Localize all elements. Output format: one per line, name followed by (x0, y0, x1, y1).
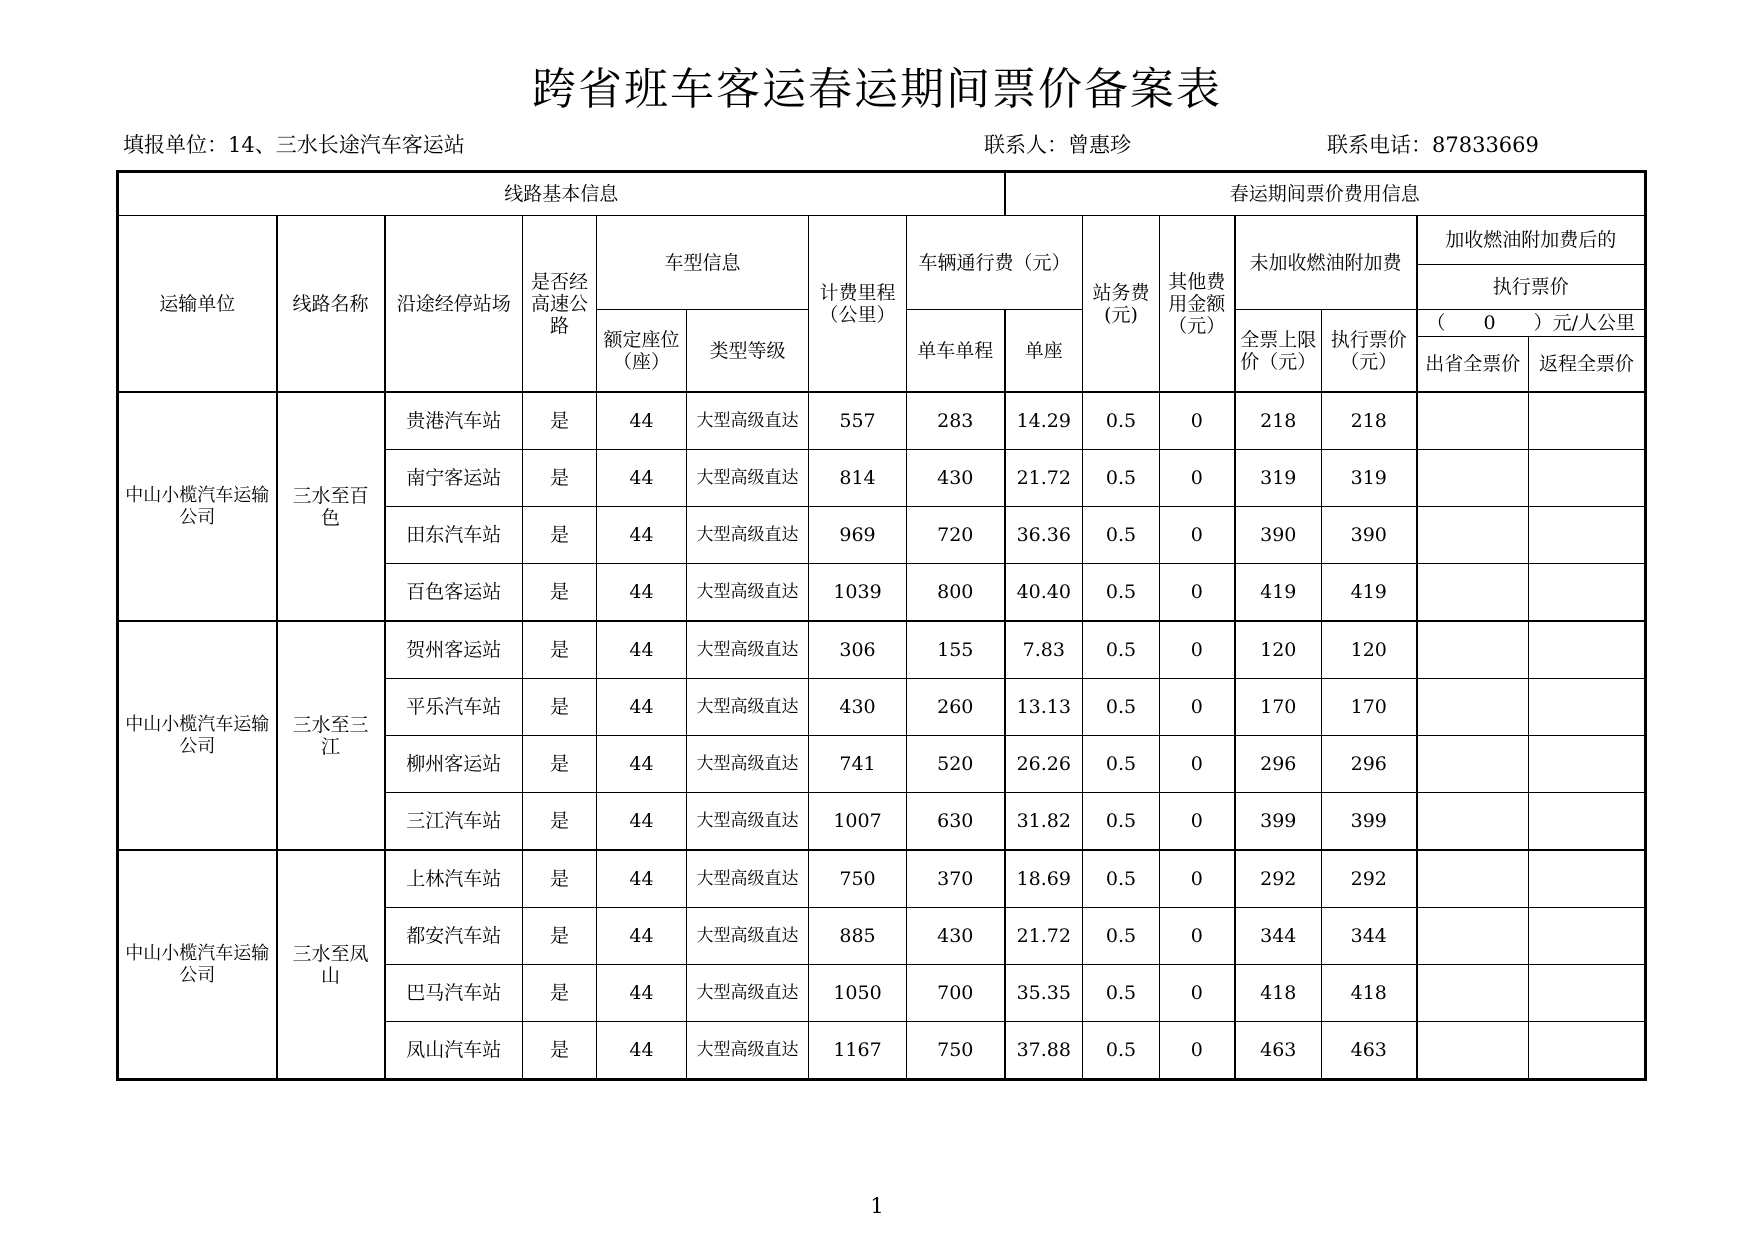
cell-limit-price: 319 (1235, 450, 1322, 507)
cell-distance: 1007 (809, 793, 907, 851)
cell-highway: 是 (523, 1022, 597, 1079)
cell-toll-single: 700 (907, 965, 1005, 1022)
cell-station-fee: 0.5 (1083, 965, 1160, 1022)
cell-out-price (1417, 450, 1529, 507)
cell-highway: 是 (523, 507, 597, 564)
cell-seats: 44 (597, 793, 687, 851)
cell-return-price (1529, 392, 1645, 450)
cell-toll-single: 430 (907, 908, 1005, 965)
cell-seats: 44 (597, 507, 687, 564)
cell-limit-price: 292 (1235, 850, 1322, 908)
table-row (119, 621, 1645, 679)
cell-return-price (1529, 450, 1645, 507)
cell-toll-seat: 26.26 (1005, 736, 1083, 793)
header-grade: 类型等级 (687, 310, 809, 393)
contact-person: 联系人：曾惠珍 (984, 133, 1131, 157)
cell-other-fee: 0 (1160, 507, 1235, 564)
cell-limit-price: 344 (1235, 908, 1322, 965)
cell-highway: 是 (523, 736, 597, 793)
cell-toll-seat: 36.36 (1005, 507, 1083, 564)
cell-exec-price: 292 (1322, 850, 1417, 908)
cell-limit-price: 218 (1235, 392, 1322, 450)
cell-out-price (1417, 793, 1529, 851)
cell-toll-seat: 14.29 (1005, 392, 1083, 450)
cell-return-price (1529, 736, 1645, 793)
cell-return-price (1529, 793, 1645, 851)
cell-seats: 44 (597, 908, 687, 965)
cell-station-fee: 0.5 (1083, 1022, 1160, 1079)
cell-exec-price: 218 (1322, 392, 1417, 450)
cell-seats: 44 (597, 965, 687, 1022)
cell-distance: 1167 (809, 1022, 907, 1079)
cell-seats: 44 (597, 1022, 687, 1079)
cell-highway: 是 (523, 621, 597, 679)
header-toll: 车辆通行费（元） (907, 216, 1083, 310)
cell-highway: 是 (523, 965, 597, 1022)
cell-toll-seat: 13.13 (1005, 679, 1083, 736)
header-toll-seat: 单座 (1005, 310, 1083, 393)
cell-route: 三水至三江 (277, 621, 385, 850)
cell-limit-price: 296 (1235, 736, 1322, 793)
cell-stop: 柳州客运站 (385, 736, 523, 793)
cell-seats: 44 (597, 850, 687, 908)
cell-station-fee: 0.5 (1083, 908, 1160, 965)
cell-toll-single: 430 (907, 450, 1005, 507)
cell-limit-price: 419 (1235, 564, 1322, 622)
cell-stop: 贺州客运站 (385, 621, 523, 679)
cell-highway: 是 (523, 450, 597, 507)
contact-phone: 联系电话：87833669 (1327, 133, 1539, 157)
cell-out-price (1417, 507, 1529, 564)
header-rate: （ 0 ）元/人公里 (1417, 310, 1645, 337)
cell-out-price (1417, 621, 1529, 679)
cell-toll-single: 370 (907, 850, 1005, 908)
cell-grade: 大型高级直达 (687, 679, 809, 736)
cell-distance: 885 (809, 908, 907, 965)
cell-toll-seat: 35.35 (1005, 965, 1083, 1022)
cell-exec-price: 419 (1322, 564, 1417, 622)
header-fee-info: 春运期间票价费用信息 (1005, 173, 1645, 216)
table-row (119, 392, 1645, 450)
cell-exec-price: 390 (1322, 507, 1417, 564)
cell-station-fee: 0.5 (1083, 736, 1160, 793)
cell-seats: 44 (597, 392, 687, 450)
header-route-name: 线路名称 (277, 216, 385, 393)
cell-stop: 田东汽车站 (385, 507, 523, 564)
cell-exec-price: 296 (1322, 736, 1417, 793)
cell-out-price (1417, 392, 1529, 450)
cell-seats: 44 (597, 621, 687, 679)
cell-return-price (1529, 679, 1645, 736)
cell-seats: 44 (597, 679, 687, 736)
cell-grade: 大型高级直达 (687, 793, 809, 851)
cell-stop: 南宁客运站 (385, 450, 523, 507)
cell-toll-single: 630 (907, 793, 1005, 851)
cell-return-price (1529, 965, 1645, 1022)
cell-stop: 巴马汽车站 (385, 965, 523, 1022)
cell-distance: 969 (809, 507, 907, 564)
cell-exec-price: 463 (1322, 1022, 1417, 1079)
cell-route: 三水至凤山 (277, 850, 385, 1079)
cell-route: 三水至百色 (277, 392, 385, 621)
header-distance: 计费里程（公里） (809, 216, 907, 393)
cell-stop: 三江汽车站 (385, 793, 523, 851)
header-return-price: 返程全票价 (1529, 337, 1645, 393)
cell-toll-seat: 21.72 (1005, 908, 1083, 965)
cell-toll-seat: 21.72 (1005, 450, 1083, 507)
header-toll-single: 单车单程 (907, 310, 1005, 393)
cell-return-price (1529, 1022, 1645, 1079)
cell-toll-single: 260 (907, 679, 1005, 736)
cell-distance: 814 (809, 450, 907, 507)
cell-grade: 大型高级直达 (687, 621, 809, 679)
cell-company: 中山小榄汽车运输公司 (119, 850, 277, 1079)
cell-stop: 都安汽车站 (385, 908, 523, 965)
cell-return-price (1529, 507, 1645, 564)
cell-seats: 44 (597, 736, 687, 793)
cell-toll-seat: 40.40 (1005, 564, 1083, 622)
cell-out-price (1417, 850, 1529, 908)
header-row-2 (119, 216, 1645, 265)
cell-stop: 贵港汽车站 (385, 392, 523, 450)
cell-distance: 1050 (809, 965, 907, 1022)
cell-grade: 大型高级直达 (687, 850, 809, 908)
cell-exec-price: 344 (1322, 908, 1417, 965)
cell-exec-price: 120 (1322, 621, 1417, 679)
cell-out-price (1417, 564, 1529, 622)
cell-return-price (1529, 850, 1645, 908)
cell-highway: 是 (523, 908, 597, 965)
cell-station-fee: 0.5 (1083, 621, 1160, 679)
cell-exec-price: 418 (1322, 965, 1417, 1022)
header-row-groups (119, 173, 1645, 216)
cell-limit-price: 463 (1235, 1022, 1322, 1079)
cell-company: 中山小榄汽车运输公司 (119, 392, 277, 621)
cell-toll-single: 155 (907, 621, 1005, 679)
cell-stop: 凤山汽车站 (385, 1022, 523, 1079)
cell-out-price (1417, 965, 1529, 1022)
cell-exec-price: 399 (1322, 793, 1417, 851)
cell-station-fee: 0.5 (1083, 850, 1160, 908)
cell-grade: 大型高级直达 (687, 965, 809, 1022)
cell-limit-price: 390 (1235, 507, 1322, 564)
cell-grade: 大型高级直达 (687, 564, 809, 622)
header-out-price: 出省全票价 (1417, 337, 1529, 393)
cell-limit-price: 120 (1235, 621, 1322, 679)
header-station-fee: 站务费(元) (1083, 216, 1160, 393)
cell-other-fee: 0 (1160, 793, 1235, 851)
cell-other-fee: 0 (1160, 450, 1235, 507)
header-other-fee: 其他费用金额（元） (1160, 216, 1235, 393)
cell-highway: 是 (523, 392, 597, 450)
cell-other-fee: 0 (1160, 564, 1235, 622)
cell-toll-seat: 7.83 (1005, 621, 1083, 679)
cell-other-fee: 0 (1160, 850, 1235, 908)
header-transport-unit: 运输单位 (119, 216, 277, 393)
cell-seats: 44 (597, 450, 687, 507)
header-seats: 额定座位（座） (597, 310, 687, 393)
cell-toll-single: 283 (907, 392, 1005, 450)
cell-other-fee: 0 (1160, 392, 1235, 450)
cell-return-price (1529, 621, 1645, 679)
header-no-fuel-exec: 执行票价（元） (1322, 310, 1417, 393)
header-vehicle-info: 车型信息 (597, 216, 809, 310)
page-number: 1 (870, 1194, 884, 1218)
cell-seats: 44 (597, 564, 687, 622)
cell-toll-seat: 31.82 (1005, 793, 1083, 851)
cell-grade: 大型高级直达 (687, 507, 809, 564)
cell-stop: 平乐汽车站 (385, 679, 523, 736)
cell-distance: 750 (809, 850, 907, 908)
cell-highway: 是 (523, 793, 597, 851)
cell-station-fee: 0.5 (1083, 564, 1160, 622)
reporting-unit: 填报单位：14、三水长途汽车客运站 (123, 133, 465, 157)
cell-distance: 1039 (809, 564, 907, 622)
cell-grade: 大型高级直达 (687, 450, 809, 507)
cell-station-fee: 0.5 (1083, 679, 1160, 736)
cell-toll-single: 750 (907, 1022, 1005, 1079)
header-basic-info: 线路基本信息 (119, 173, 1005, 216)
fare-table (118, 172, 1645, 1079)
header-with-fuel: 加收燃油附加费后的 (1417, 216, 1645, 265)
cell-exec-price: 170 (1322, 679, 1417, 736)
page-title: 跨省班车客运春运期间票价备案表 (532, 64, 1222, 115)
cell-stop: 百色客运站 (385, 564, 523, 622)
cell-out-price (1417, 908, 1529, 965)
cell-distance: 306 (809, 621, 907, 679)
header-no-fuel-limit: 全票上限价（元） (1235, 310, 1322, 393)
cell-station-fee: 0.5 (1083, 450, 1160, 507)
cell-out-price (1417, 736, 1529, 793)
cell-company: 中山小榄汽车运输公司 (119, 621, 277, 850)
cell-toll-seat: 18.69 (1005, 850, 1083, 908)
cell-grade: 大型高级直达 (687, 1022, 809, 1079)
cell-other-fee: 0 (1160, 1022, 1235, 1079)
cell-station-fee: 0.5 (1083, 392, 1160, 450)
cell-out-price (1417, 1022, 1529, 1079)
cell-return-price (1529, 564, 1645, 622)
cell-exec-price: 319 (1322, 450, 1417, 507)
cell-other-fee: 0 (1160, 736, 1235, 793)
cell-limit-price: 170 (1235, 679, 1322, 736)
cell-grade: 大型高级直达 (687, 736, 809, 793)
header-stops: 沿途经停站场 (385, 216, 523, 393)
cell-toll-single: 720 (907, 507, 1005, 564)
cell-other-fee: 0 (1160, 621, 1235, 679)
cell-stop: 上林汽车站 (385, 850, 523, 908)
cell-station-fee: 0.5 (1083, 507, 1160, 564)
header-highway: 是否经高速公路 (523, 216, 597, 393)
header-no-fuel: 未加收燃油附加费 (1235, 216, 1417, 310)
cell-other-fee: 0 (1160, 908, 1235, 965)
cell-highway: 是 (523, 679, 597, 736)
cell-other-fee: 0 (1160, 679, 1235, 736)
header-exec-price: 执行票价 (1417, 265, 1645, 310)
cell-highway: 是 (523, 850, 597, 908)
cell-return-price (1529, 908, 1645, 965)
cell-distance: 430 (809, 679, 907, 736)
table-row (119, 850, 1645, 908)
cell-limit-price: 399 (1235, 793, 1322, 851)
cell-toll-seat: 37.88 (1005, 1022, 1083, 1079)
cell-distance: 741 (809, 736, 907, 793)
cell-toll-single: 800 (907, 564, 1005, 622)
cell-toll-single: 520 (907, 736, 1005, 793)
cell-other-fee: 0 (1160, 965, 1235, 1022)
cell-station-fee: 0.5 (1083, 793, 1160, 851)
cell-highway: 是 (523, 564, 597, 622)
cell-out-price (1417, 679, 1529, 736)
cell-limit-price: 418 (1235, 965, 1322, 1022)
cell-grade: 大型高级直达 (687, 908, 809, 965)
cell-distance: 557 (809, 392, 907, 450)
cell-grade: 大型高级直达 (687, 392, 809, 450)
